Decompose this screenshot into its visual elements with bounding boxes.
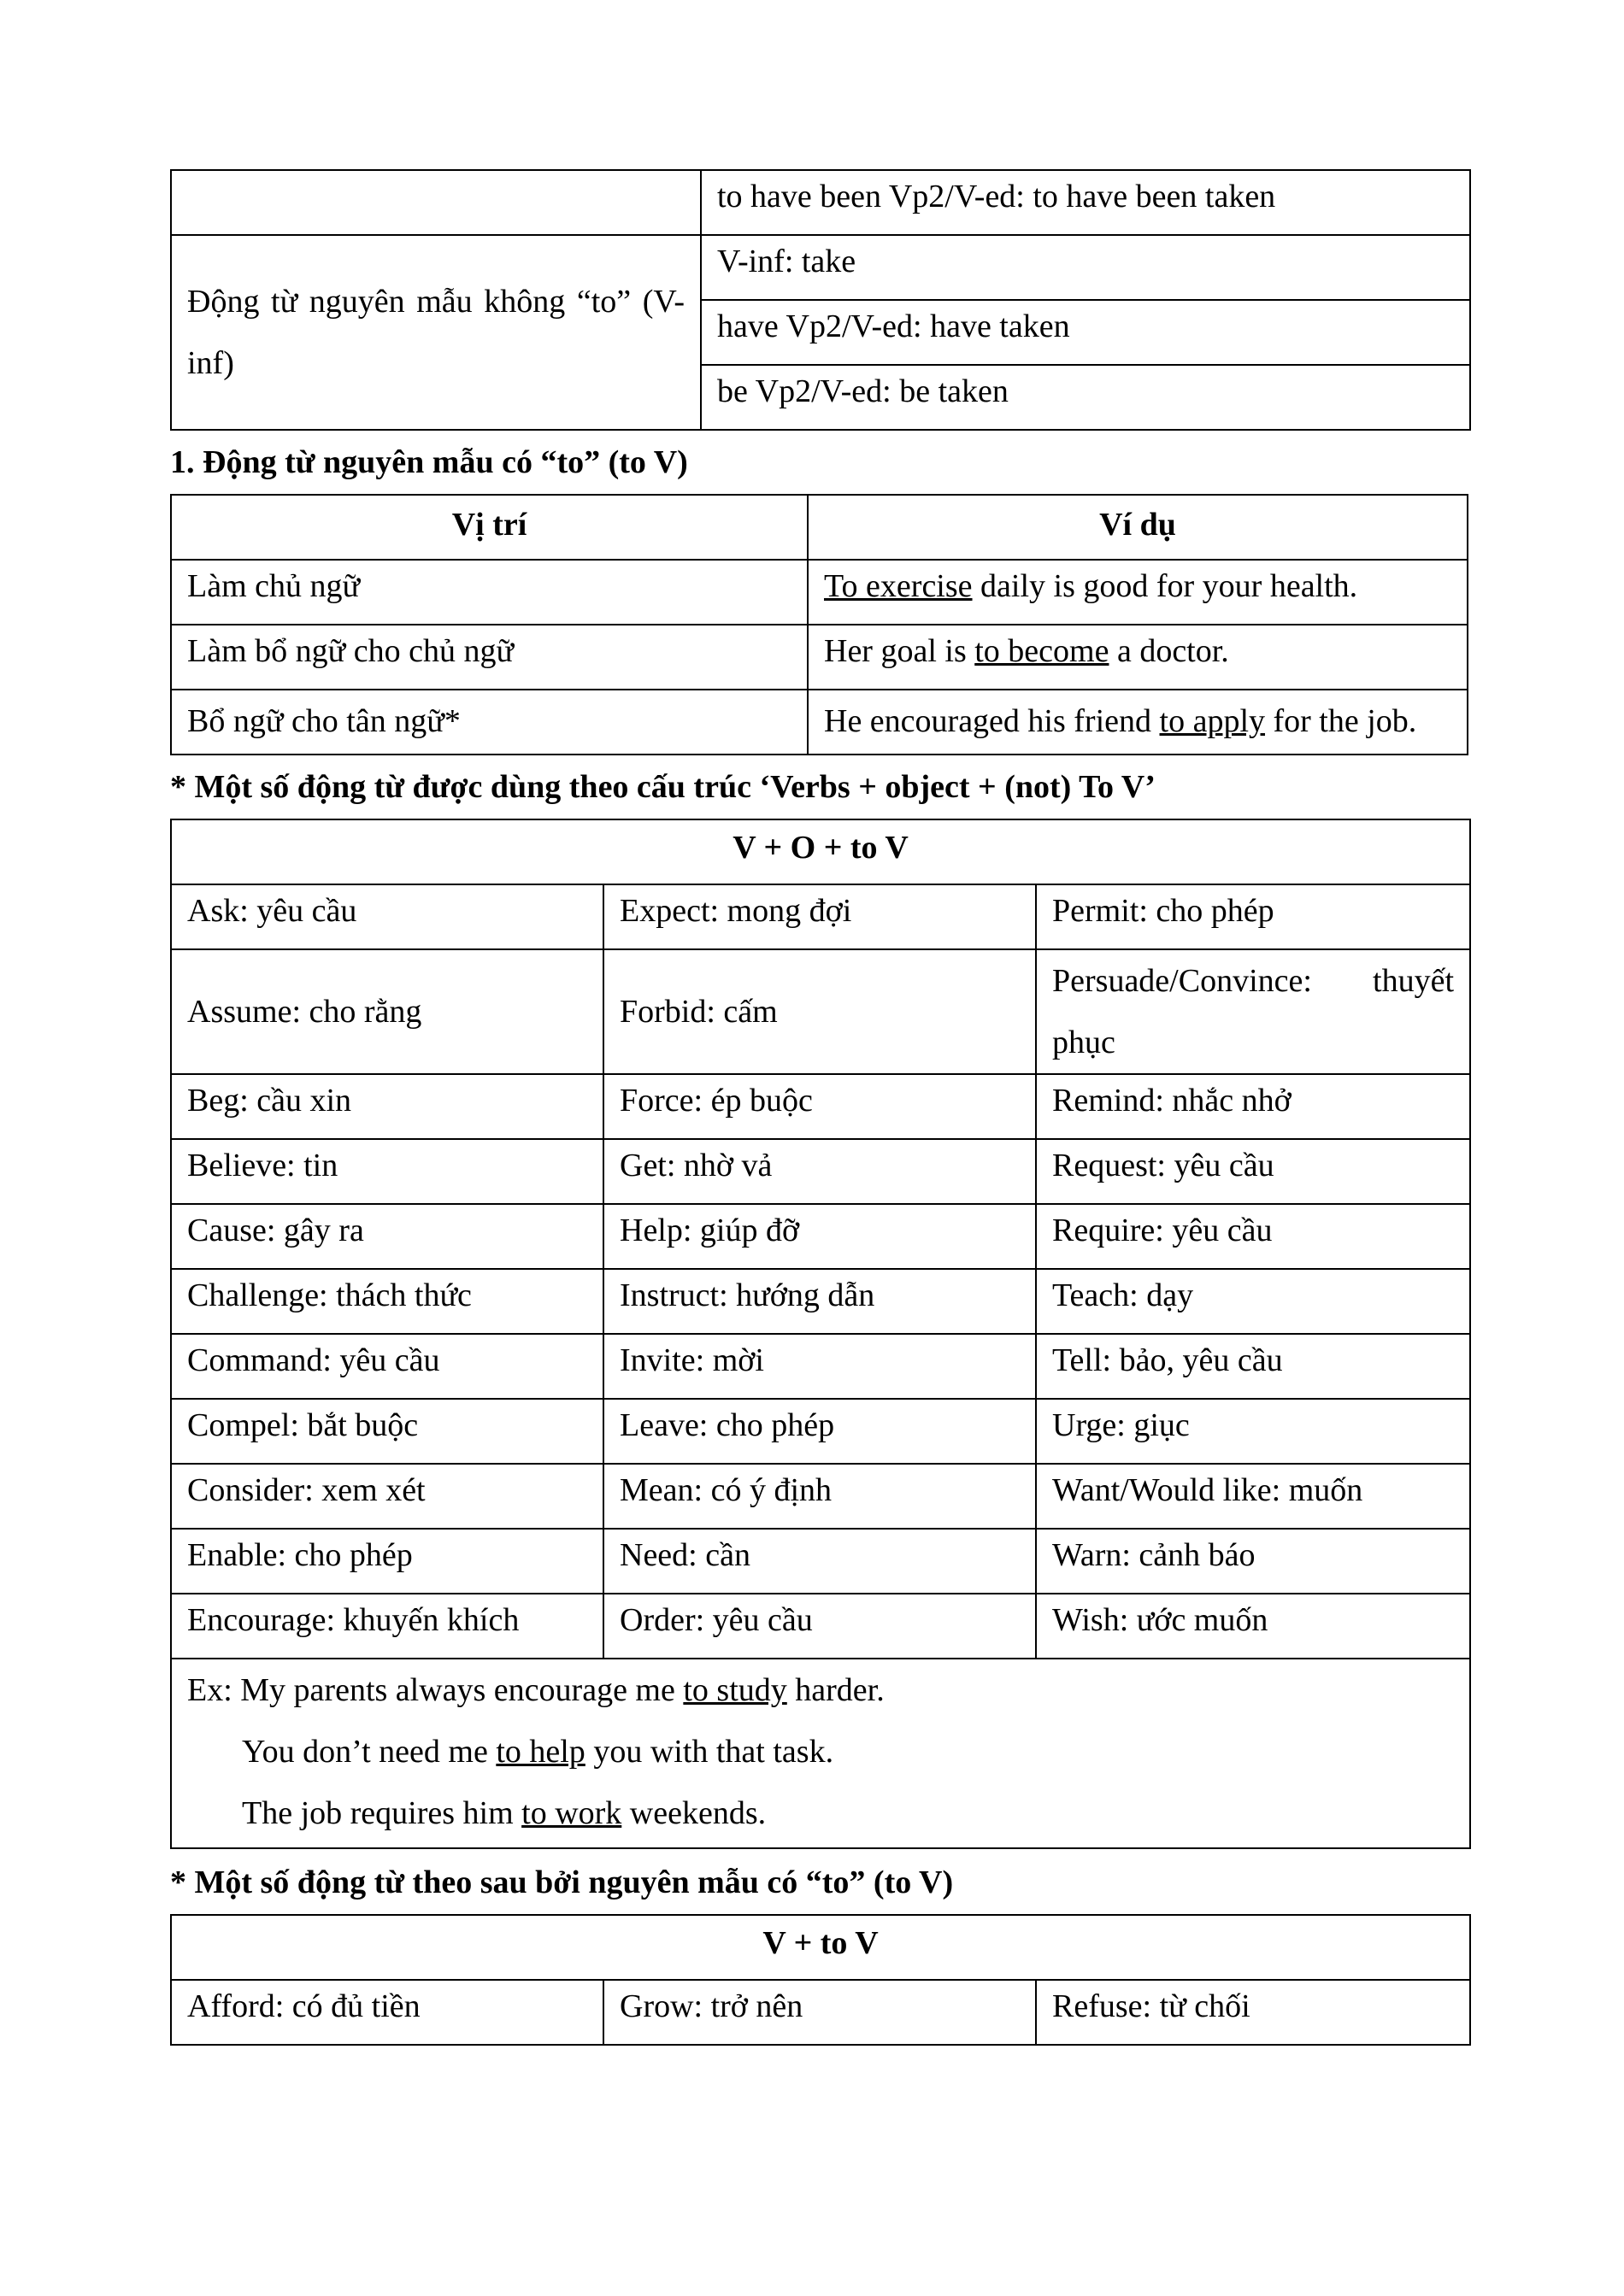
example-line bbox=[187, 1659, 1454, 1721]
underlined-infinitive: to work bbox=[521, 1795, 622, 1831]
verb-cell: Teach: dạy bbox=[1036, 1269, 1470, 1334]
verb-cell: Tell: bảo, yêu cầu bbox=[1036, 1334, 1470, 1399]
example-row bbox=[171, 1659, 1470, 1848]
verb-rows bbox=[171, 1980, 1470, 2045]
table-row bbox=[171, 625, 1468, 690]
verb-cell: Urge: giục bbox=[1036, 1399, 1470, 1464]
table-header-row bbox=[171, 495, 1468, 560]
example-line bbox=[187, 1721, 1454, 1782]
verb-cell: Forbid: cấm bbox=[603, 949, 1036, 1074]
table-title: V + O + to V bbox=[171, 819, 1470, 884]
example-text: a doctor. bbox=[1109, 633, 1229, 669]
verb-cell: Help: giúp đỡ bbox=[603, 1204, 1036, 1269]
position-cell: Làm chủ ngữ bbox=[171, 560, 808, 625]
verb-cell: Order: yêu cầu bbox=[603, 1594, 1036, 1659]
table-cell: to have been Vp2/V-ed: to have been taken bbox=[701, 170, 1470, 235]
example-text: weekends. bbox=[621, 1795, 767, 1831]
verb-cell: Beg: cầu xin bbox=[171, 1074, 603, 1139]
example-cell bbox=[808, 625, 1468, 690]
column-header-example: Ví dụ bbox=[808, 495, 1468, 560]
verb-cell: Remind: nhắc nhở bbox=[1036, 1074, 1470, 1139]
table-row bbox=[171, 884, 1470, 949]
example-text: for the job. bbox=[1265, 703, 1417, 739]
verb-cell: Require: yêu cầu bbox=[1036, 1204, 1470, 1269]
table-title: V + to V bbox=[171, 1915, 1470, 1980]
example-text: The job requires him bbox=[242, 1795, 522, 1831]
verb-cell: Want/Would like: muốn bbox=[1036, 1464, 1470, 1529]
table-cell: V-inf: take bbox=[701, 235, 1470, 300]
column-header-position: Vị trí bbox=[171, 495, 808, 560]
example-text: daily is good for your health. bbox=[972, 568, 1358, 604]
table-row bbox=[171, 1139, 1470, 1204]
example-text: Her goal is bbox=[824, 633, 975, 669]
example-text: Ex: My parents always encourage me bbox=[187, 1672, 684, 1708]
example-text: you with that task. bbox=[585, 1734, 834, 1770]
example-cell bbox=[808, 690, 1468, 755]
verb-cell: Compel: bắt buộc bbox=[171, 1399, 603, 1464]
table-row bbox=[171, 690, 1468, 755]
example-text: He encouraged his friend bbox=[824, 703, 1160, 739]
infinitive-forms-table bbox=[170, 169, 1471, 431]
verb-cell: Refuse: từ chối bbox=[1036, 1980, 1470, 2045]
verb-cell: Permit: cho phép bbox=[1036, 884, 1470, 949]
table-cell: have Vp2/V-ed: have taken bbox=[701, 300, 1470, 365]
table-row bbox=[171, 1269, 1470, 1334]
bare-infinitive-label: Động từ nguyên mẫu không “to” (V-inf) bbox=[171, 235, 701, 430]
verb-cell: Instruct: hướng dẫn bbox=[603, 1269, 1036, 1334]
table-row bbox=[171, 560, 1468, 625]
document-page bbox=[170, 169, 1469, 2046]
table-row bbox=[171, 1464, 1470, 1529]
example-text: harder. bbox=[786, 1672, 885, 1708]
table-row bbox=[171, 235, 1470, 300]
verb-rows bbox=[171, 884, 1470, 1659]
examples-cell bbox=[171, 1659, 1470, 1848]
underlined-infinitive: to apply bbox=[1159, 703, 1265, 739]
table-row bbox=[171, 949, 1470, 1074]
verb-cell: Request: yêu cầu bbox=[1036, 1139, 1470, 1204]
verb-cell: Need: cần bbox=[603, 1529, 1036, 1594]
underlined-infinitive: to study bbox=[683, 1672, 787, 1708]
verb-cell: Afford: có đủ tiền bbox=[171, 1980, 603, 2045]
example-line bbox=[187, 1782, 1454, 1844]
verb-object-to-v-table bbox=[170, 819, 1471, 1849]
verb-cell: Grow: trở nên bbox=[603, 1980, 1036, 2045]
table-row bbox=[171, 1334, 1470, 1399]
verb-cell: Challenge: thách thức bbox=[171, 1269, 603, 1334]
to-infinitive-position-table bbox=[170, 494, 1468, 755]
verb-cell: Wish: ước muốn bbox=[1036, 1594, 1470, 1659]
verb-cell: Cause: gây ra bbox=[171, 1204, 603, 1269]
underlined-infinitive: To exercise bbox=[824, 568, 973, 604]
verb-cell: Believe: tin bbox=[171, 1139, 603, 1204]
verb-cell: Invite: mời bbox=[603, 1334, 1036, 1399]
verb-cell: Warn: cảnh báo bbox=[1036, 1529, 1470, 1594]
verb-to-v-table bbox=[170, 1914, 1471, 2046]
section-heading: * Một số động từ theo sau bởi nguyên mẫu có “to” (to V) bbox=[170, 1864, 954, 1900]
position-cell: Bổ ngữ cho tân ngữ* bbox=[171, 690, 808, 755]
verb-cell: Mean: có ý định bbox=[603, 1464, 1036, 1529]
table-cell bbox=[171, 170, 701, 235]
verb-cell: Leave: cho phép bbox=[603, 1399, 1036, 1464]
verb-cell: Enable: cho phép bbox=[171, 1529, 603, 1594]
verb-cell: Get: nhờ vả bbox=[603, 1139, 1036, 1204]
table-row bbox=[171, 1074, 1470, 1139]
section-heading: * Một số động từ được dùng theo cấu trúc ‘Verbs + object + (not) To V’ bbox=[170, 769, 1156, 805]
verb-cell: Force: ép buộc bbox=[603, 1074, 1036, 1139]
table-header-row bbox=[171, 819, 1470, 884]
verb-cell: Persuade/Convince: thuyết phục bbox=[1036, 949, 1470, 1074]
table-row bbox=[171, 1980, 1470, 2045]
verb-cell: Ask: yêu cầu bbox=[171, 884, 603, 949]
example-text: You don’t need me bbox=[242, 1734, 497, 1770]
table-row bbox=[171, 1204, 1470, 1269]
underlined-infinitive: to become bbox=[974, 633, 1109, 669]
table-cell: be Vp2/V-ed: be taken bbox=[701, 365, 1470, 430]
table-row bbox=[171, 1529, 1470, 1594]
position-cell: Làm bổ ngữ cho chủ ngữ bbox=[171, 625, 808, 690]
verb-cell: Assume: cho rằng bbox=[171, 949, 603, 1074]
verb-cell: Consider: xem xét bbox=[171, 1464, 603, 1529]
section-heading: 1. Động từ nguyên mẫu có “to” (to V) bbox=[170, 444, 688, 480]
table-row bbox=[171, 1399, 1470, 1464]
verb-cell: Expect: mong đợi bbox=[603, 884, 1036, 949]
verb-cell: Encourage: khuyến khích bbox=[171, 1594, 603, 1659]
table-row bbox=[171, 1594, 1470, 1659]
table-header-row bbox=[171, 1915, 1470, 1980]
underlined-infinitive: to help bbox=[496, 1734, 585, 1770]
table-row bbox=[171, 170, 1470, 235]
verb-cell: Command: yêu cầu bbox=[171, 1334, 603, 1399]
example-cell bbox=[808, 560, 1468, 625]
